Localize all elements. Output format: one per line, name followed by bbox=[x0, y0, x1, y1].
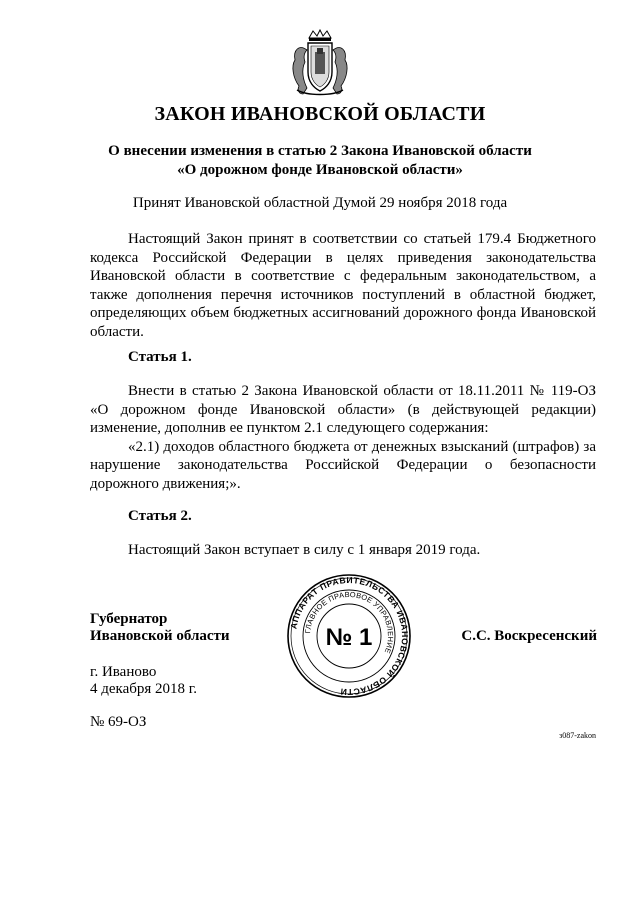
signatory-position-line-2: Ивановской области bbox=[90, 628, 230, 644]
preamble-text: Настоящий Закон принят в соответствии со статьей 179.4 Бюджетного кодекса Российской Федерации в целях приведения законодательства Ивановской области в соответствие с федеральным законодательством, а также дополнения перечня источников поступлений в областной бюджет, определяющих объем бюджетных ассигнований дорожного фонда Ивановской области. bbox=[90, 231, 596, 340]
article-1-text: Внести в статью 2 Закона Ивановской области от 18.11.2011 № 119-ОЗ «О дорожном фонде Ивановской области» (в действующей редакции) изменение, дополнив ее пунктом 2.1 следующего содержания: bbox=[90, 383, 596, 436]
official-seal bbox=[285, 573, 413, 699]
adoption-note: Принят Ивановской областной Думой 29 ноября 2018 года bbox=[132, 195, 508, 211]
coat-of-arms-icon bbox=[287, 28, 353, 98]
signing-city: г. Иваново bbox=[90, 664, 157, 680]
law-number: № 69-ОЗ bbox=[90, 714, 147, 730]
law-title: ЗАКОН ИВАНОВСКОЙ ОБЛАСТИ bbox=[154, 103, 486, 125]
seal-number: № 1 bbox=[325, 624, 373, 651]
article-1-quote-paragraph bbox=[90, 438, 596, 494]
article-2-paragraph bbox=[90, 541, 596, 560]
signatory-name: С.С. Воскресенский bbox=[461, 628, 597, 644]
document-code: з087-zakon bbox=[559, 731, 596, 740]
article-1-heading: Статья 1. bbox=[128, 349, 192, 365]
seal-inner-text: ГЛАВНОЕ ПРАВОВОЕ УПРАВЛЕНИЕ bbox=[303, 589, 396, 655]
seal-outer-text: АППАРАТ ПРАВИТЕЛЬСТВА ИВАНОВСКОЙ ОБЛАСТИ bbox=[288, 574, 411, 698]
article-2-text: Настоящий Закон вступает в силу с 1 января 2019 года. bbox=[128, 542, 481, 558]
article-2-heading: Статья 2. bbox=[128, 508, 192, 524]
law-subtitle-line-1: О внесении изменения в статью 2 Закона Ивановской области bbox=[108, 143, 532, 159]
preamble-paragraph bbox=[90, 230, 596, 341]
article-1-body bbox=[90, 382, 596, 493]
signatory-position-line-1: Губернатор bbox=[90, 611, 168, 627]
article-1-paragraph bbox=[90, 382, 596, 438]
signing-date: 4 декабря 2018 г. bbox=[90, 681, 197, 697]
article-1-quote: «2.1) доходов областного бюджета от денежных взысканий (штрафов) за нарушение законодательства Российской Федерации о безопасности дорожного движения;». bbox=[90, 438, 596, 492]
law-subtitle-line-2: «О дорожном фонде Ивановской области» bbox=[177, 162, 463, 178]
